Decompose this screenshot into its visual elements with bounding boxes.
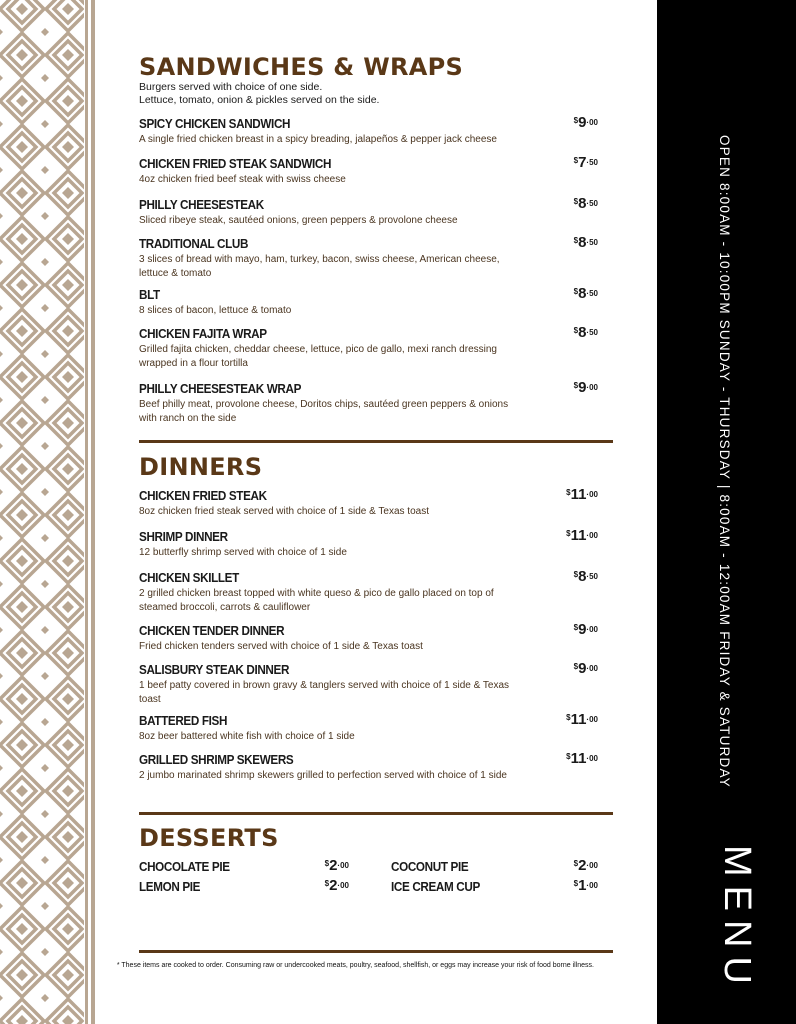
currency-symbol: $ [573,116,579,125]
menu-item-name: TRADITIONAL CLUB [139,236,249,251]
price-cents: 50 [589,572,598,581]
menu-item-description: 3 slices of bread with mayo, ham, turkey, bacon, swiss cheese, American cheese, lettuce & tomato [139,254,500,279]
menu-item-name: SHRIMP DINNER [139,529,228,544]
price-separator: · [586,238,590,247]
menu-item-name: CHICKEN FRIED STEAK SANDWICH [139,156,332,171]
price-separator: · [586,199,590,208]
price [574,324,598,342]
price [574,195,598,213]
price-dollars: 8 [578,195,587,212]
currency-symbol: $ [573,570,579,579]
menu-item-description: 12 butterfly shrimp served with choice of 1 side [139,547,347,558]
currency-symbol: $ [324,859,330,868]
price [574,660,598,678]
price-cents: 00 [589,664,598,673]
price-dollars: 11 [570,486,587,503]
price-separator: · [586,572,590,581]
price-cents: 00 [589,881,598,890]
price-dollars: 2 [329,857,338,874]
price [325,857,349,875]
sandwiches-heading: SANDWICHES & WRAPS [139,53,464,81]
price-separator: · [586,754,590,763]
price [574,857,598,875]
divider [139,950,613,953]
price-dollars: 9 [578,660,587,677]
currency-symbol: $ [566,752,571,761]
price-dollars: 11 [570,527,587,544]
food-safety-footnote: * These items are cooked to order. Consuming raw or undercooked meats, poultry, seafood, shellfish, or eggs may increase your risk of food borne illness. [116,962,594,969]
price-cents: 00 [589,118,598,127]
price-dollars: 7 [578,154,587,171]
price-dollars: 11 [570,750,587,767]
price-dollars: 9 [578,114,587,131]
divider [139,812,613,815]
currency-symbol: $ [573,156,579,165]
price-cents: 50 [589,158,598,167]
menu-item-name: PHILLY CHEESESTEAK WRAP [139,381,302,396]
price-separator: · [586,861,590,870]
menu-item-description: Beef philly meat, provolone cheese, Doritos chips, sautéed green peppers & onions with ranch on the side [139,399,509,424]
menu-item-name: CHICKEN TENDER DINNER [139,623,285,638]
currency-symbol: $ [573,859,579,868]
currency-symbol: $ [324,879,330,888]
menu-item-description: 8oz beer battered white fish with choice of 1 side [139,731,355,742]
currency-symbol: $ [573,381,579,390]
price-cents: 00 [589,383,598,392]
price-dollars: 2 [578,857,587,874]
price-cents: 00 [589,531,598,540]
price-cents: 50 [589,328,598,337]
price-dollars: 8 [578,324,587,341]
price-separator: · [586,289,590,298]
price-dollars: 2 [329,877,338,894]
currency-symbol: $ [566,529,571,538]
menu-item-name: BLT [139,287,160,302]
price-cents: 50 [589,289,598,298]
menu-item-description: 2 grilled chicken breast topped with white queso & pico de gallo placed on top of steamed broccoli, carrots & cauliflower [139,588,494,613]
price-separator: · [586,881,590,890]
price-cents: 50 [589,238,598,247]
price-separator: · [586,383,590,392]
sandwiches-note: Burgers served with choice of one side. [139,81,323,93]
price [574,154,598,172]
menu-item-description: 4oz chicken fried beef steak with swiss cheese [139,174,346,185]
menu-label: MENU [716,845,758,993]
price-dollars: 9 [578,621,587,638]
opening-hours: OPEN 8:00AM - 10:00PM SUNDAY - THURSDAY | 8:00AM - 12:00AM FRIDAY & SATURDAY [717,135,732,788]
menu-item-description: 1 beef patty covered in brown gravy & tanglers served with choice of 1 side & Texas toast [139,680,510,705]
price [574,114,598,132]
menu-item-name: PHILLY CHEESESTEAK [139,197,264,212]
price-separator: · [337,881,341,890]
menu-item-description: A single fried chicken breast in a spicy breading, jalapeños & pepper jack cheese [139,134,497,145]
dessert-item-name: ICE CREAM CUP [391,879,480,894]
menu-item-name: GRILLED SHRIMP SKEWERS [139,752,294,767]
currency-symbol: $ [573,662,579,671]
price-separator: · [586,664,590,673]
price-separator: · [586,625,590,634]
price-cents: 00 [589,754,598,763]
price-separator: · [586,531,590,540]
diamond-pattern-border [0,0,96,1024]
menu-item-name: CHICKEN FRIED STEAK [139,488,267,503]
price-separator: · [586,490,590,499]
menu-item-name: SPICY CHICKEN SANDWICH [139,116,291,131]
menu-item-description: 8 slices of bacon, lettuce & tomato [139,305,292,316]
price [566,486,598,504]
menu-item-description: Sliced ribeye steak, sautéed onions, green peppers & provolone cheese [139,215,458,226]
price [574,568,598,586]
dinners-heading: DINNERS [139,453,263,481]
currency-symbol: $ [573,287,579,296]
sandwiches-note: Lettuce, tomato, onion & pickles served on the side. [139,94,380,106]
divider [139,440,613,443]
price-cents: 00 [589,715,598,724]
currency-symbol: $ [573,236,579,245]
price-dollars: 8 [578,234,587,251]
price [566,750,598,768]
price [566,527,598,545]
price [574,877,598,895]
menu-item-description: Grilled fajita chicken, cheddar cheese, lettuce, pico de gallo, mexi ranch dressing wrapped in a flour tortilla [139,344,497,369]
price-cents: 00 [340,881,349,890]
price [566,711,598,729]
price-cents: 00 [589,625,598,634]
menu-item-description: 2 jumbo marinated shrimp skewers grilled to perfection served with choice of 1 side [139,770,507,781]
currency-symbol: $ [573,197,579,206]
menu-item-description: Fried chicken tenders served with choice of 1 side & Texas toast [139,641,423,652]
price-cents: 00 [589,861,598,870]
currency-symbol: $ [566,488,571,497]
menu-item-name: BATTERED FISH [139,713,228,728]
menu-item-name: SALISBURY STEAK DINNER [139,662,290,677]
price-separator: · [586,715,590,724]
price-dollars: 8 [578,568,587,585]
currency-symbol: $ [573,326,579,335]
price-cents: 00 [340,861,349,870]
menu-item-name: CHICKEN FAJITA WRAP [139,326,267,341]
price [325,877,349,895]
price-dollars: 8 [578,285,587,302]
price-dollars: 9 [578,379,587,396]
price [574,379,598,397]
dessert-item-name: CHOCOLATE PIE [139,859,230,874]
menu-item-description: 8oz chicken fried steak served with choice of 1 side & Texas toast [139,506,429,517]
price [574,621,598,639]
price-separator: · [586,118,590,127]
price [574,234,598,252]
price-dollars: 11 [570,711,587,728]
price-cents: 00 [589,490,598,499]
dessert-item-name: LEMON PIE [139,879,201,894]
menu-item-name: CHICKEN SKILLET [139,570,239,585]
price [574,285,598,303]
currency-symbol: $ [566,713,571,722]
desserts-heading: DESSERTS [139,824,279,852]
currency-symbol: $ [573,879,579,888]
price-dollars: 1 [578,877,587,894]
price-separator: · [337,861,341,870]
price-separator: · [586,328,590,337]
dessert-item-name: COCONUT PIE [391,859,469,874]
price-separator: · [586,158,590,167]
price-cents: 50 [589,199,598,208]
currency-symbol: $ [573,623,579,632]
